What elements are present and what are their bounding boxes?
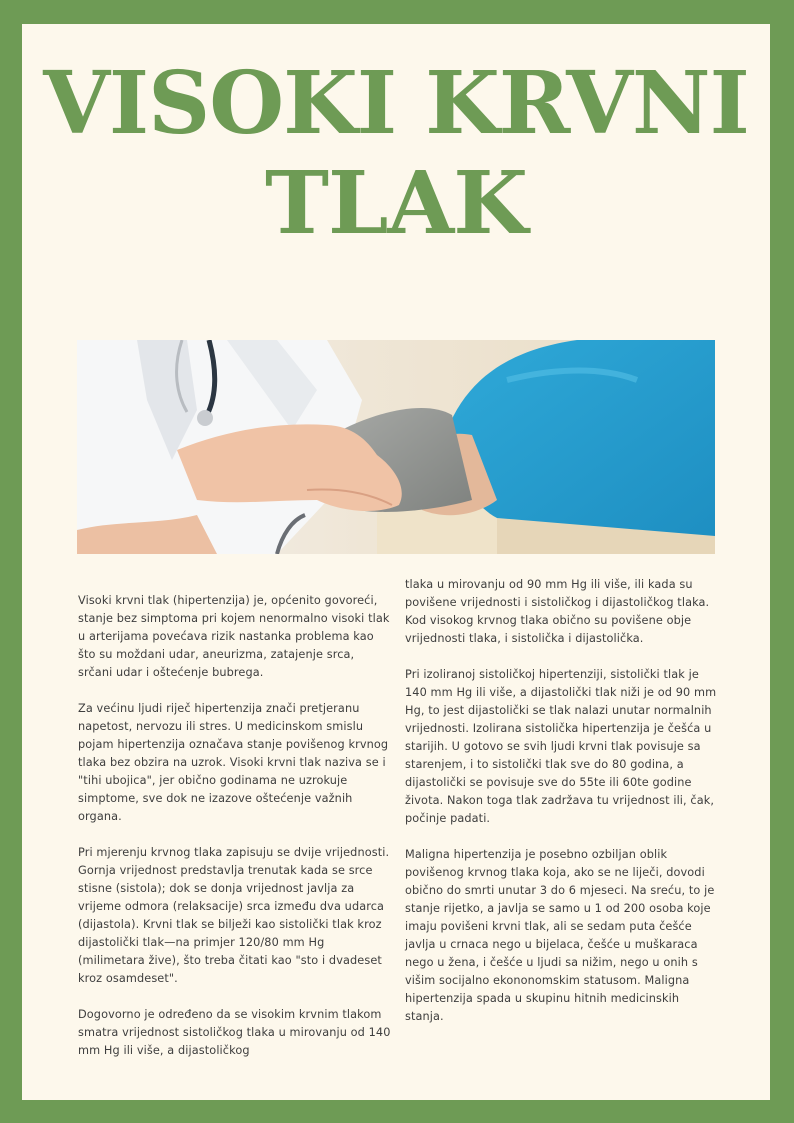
title-line-2: TLAK <box>265 153 527 254</box>
article-body <box>78 578 718 1078</box>
title-line-1: VISOKI KRVNI <box>43 53 749 154</box>
paragraph: Visoki krvni tlak (hipertenzija) je, općenito govoreći, stanje bez simptoma pri kojem nenormalno visoki tlak u arterijama povećava rizik nastanka problema kao što su moždani udar, aneurizma, zatajenje srca, srčani udar i oštećenje bubrega. <box>78 594 390 679</box>
paragraph: Dogovorno je određeno da se visokim krvnim tlakom smatra vrijednost sistoličkog tlaka u mirovanju od 140 mm Hg ili više, a dijastoličkog <box>78 1008 391 1057</box>
column-right <box>405 578 718 1078</box>
page <box>22 24 770 1100</box>
paragraph: Za većinu ljudi riječ hipertenzija znači pretjeranu napetost, nervozu ili stres. U medicinskom smislu pojam hipertenzija označava stanje povišenog krvnog tlaka bez obzira na uzrok. Visoki krvni tlak naziva se i "tihi ubojica", jer obično godinama ne uzrokuje simptome, sve dok ne izazove oštećenje važnih organa. <box>78 702 389 823</box>
paragraph: Maligna hipertenzija je posebno ozbiljan oblik povišenog krvnog tlaka koja, ako se ne liječi, dovodi obično do smrti unutar 3 do 6 mjeseci. Na sreću, to je stanje rijetko, a javlja se samo u 1 od 200 osoba koje imaju povišeni krvni tlak, ali se sedam puta češće javlja u crnaca nego u bijelaca, češće u muškaraca nego u žena, i češće u ljudi sa nižim, nego u onih s višim socijalno ekononomskim statusom. Maligna hipertenzija spada u skupinu hitnih medicinskih stanja. <box>405 848 715 1023</box>
column-left <box>78 592 391 1078</box>
page-title <box>22 54 770 254</box>
paragraph: Pri izoliranoj sistoličkoj hipertenziji, sistolički tlak je 140 mm Hg ili više, a dijastolički tlak niži je od 90 mm Hg, to jest dijastolički se tlak nalazi unutar normalnih vrijednosti. Izolirana sistolička hipertenzija je češća u starijih. U gotovo se svih ljudi krvni tlak povisuje sa starenjem, i to sistolički tlak sve do 80 godina, a dijastolički se povisuje sve do 55te ili 60te godine života. Nakon toga tlak zadržava tu vrijednost ili, čak, počinje padati. <box>405 668 717 825</box>
paragraph: Pri mjerenju krvnog tlaka zapisuju se dvije vrijednosti. Gornja vrijednost predstavlja trenutak kada se srce stisne (sistola); dok se donja vrijednost javlja za vrijeme odmora (relaksacije) srca između dva udarca (dijastola). Krvni tlak se bilježi kao sistolički tlak kroz dijastolički tlak—na primjer 120/80 mm Hg (milimetara žive), što treba čitati kao "sto i dvadeset kroz osamdeset". <box>78 846 390 985</box>
paragraph: tlaka u mirovanju od 90 mm Hg ili više, ili kada su povišene vrijednosti i sistoličkog i dijastoličkog tlaka. Kod visokog krvnog tlaka obično su povišene obje vrijednosti tlaka, i sistolička i dijastolička. <box>405 578 710 645</box>
blood-pressure-photo <box>77 340 715 554</box>
